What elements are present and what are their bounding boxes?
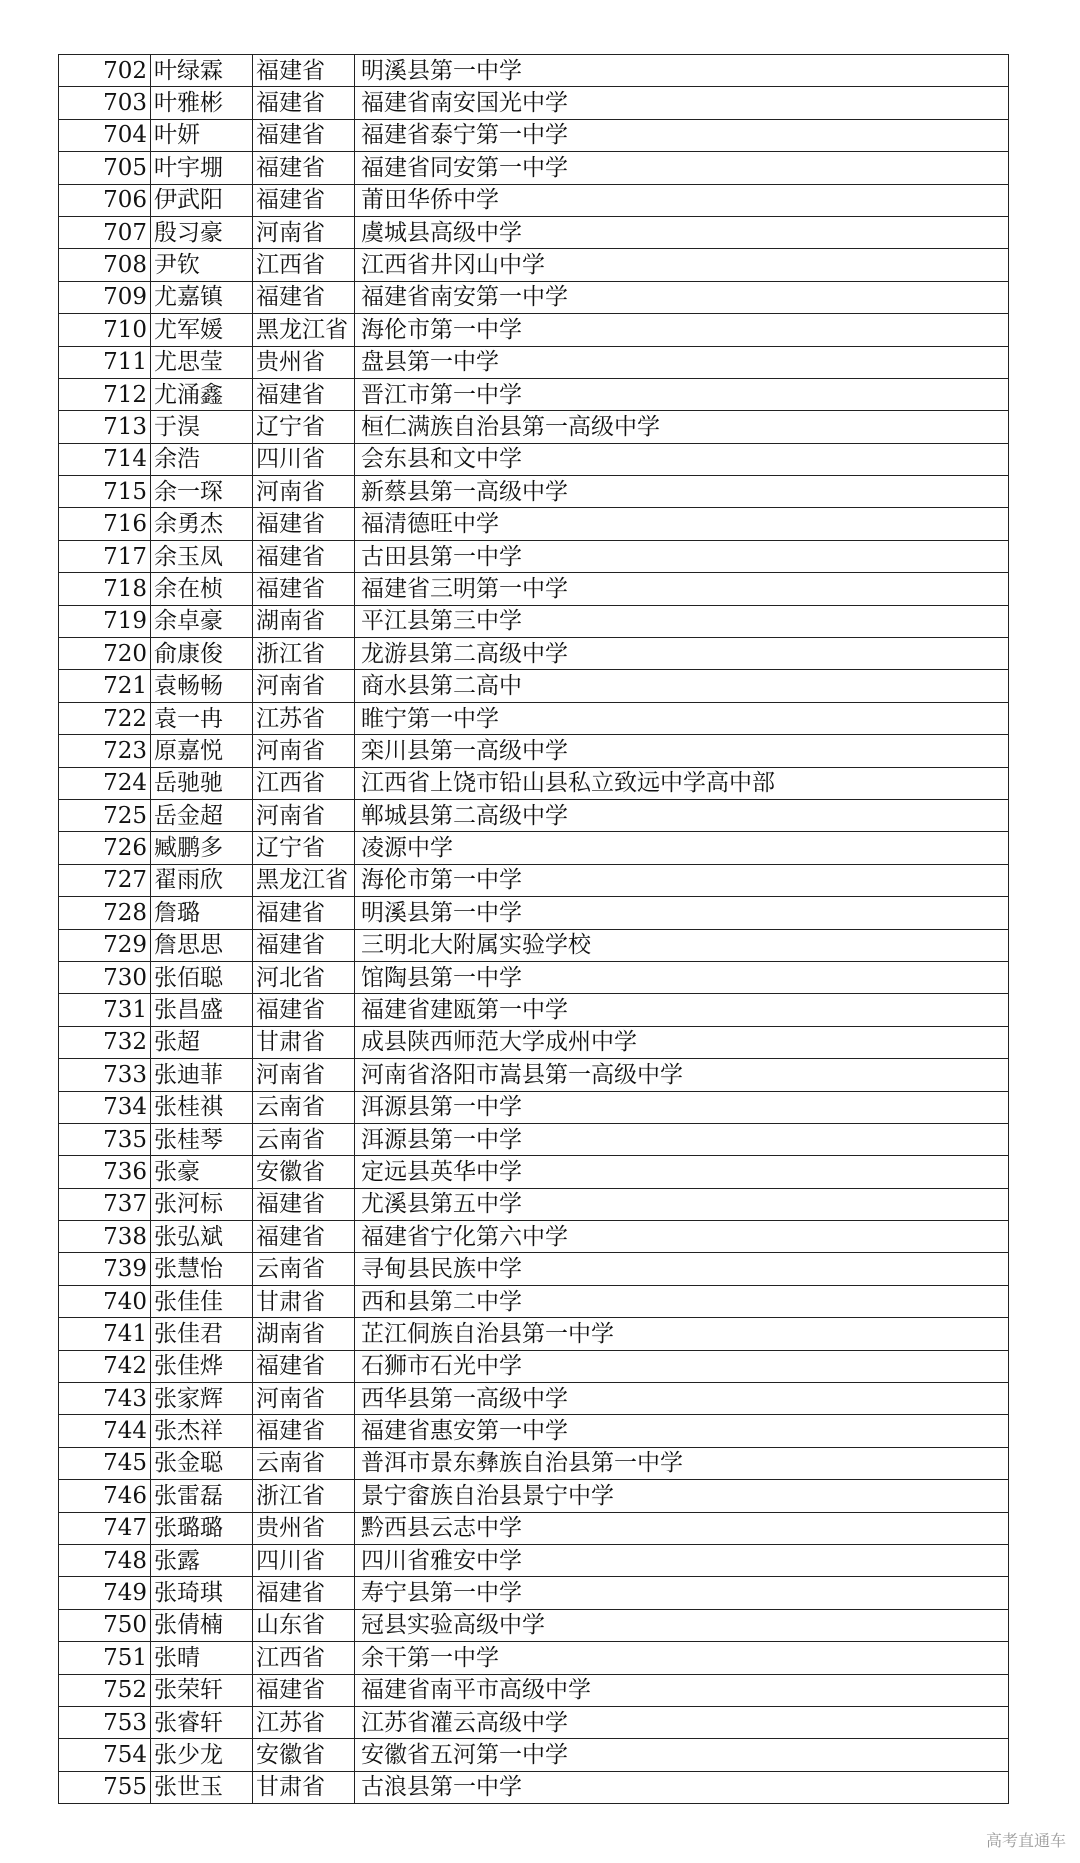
- student-name-cell: 张杰祥: [151, 1415, 253, 1447]
- table-row: [59, 152, 1009, 184]
- table-row: [59, 476, 1009, 508]
- table-row: [59, 1091, 1009, 1123]
- row-number-cell: 735: [59, 1123, 151, 1155]
- school-cell: 西和县第二中学: [355, 1285, 1009, 1317]
- province-cell: 云南省: [253, 1447, 355, 1479]
- province-cell: 辽宁省: [253, 411, 355, 443]
- table-row: [59, 1706, 1009, 1738]
- student-name-cell: 尤嘉镇: [151, 281, 253, 313]
- province-cell: 福建省: [253, 87, 355, 119]
- student-name-cell: 余玉凤: [151, 540, 253, 572]
- school-cell: 平江县第三中学: [355, 605, 1009, 637]
- student-name-cell: 袁一冉: [151, 702, 253, 734]
- province-cell: 福建省: [253, 1577, 355, 1609]
- student-name-cell: 张超: [151, 1026, 253, 1058]
- table-row: [59, 1577, 1009, 1609]
- row-number-cell: 714: [59, 443, 151, 475]
- row-number-cell: 731: [59, 994, 151, 1026]
- student-name-cell: 张桂琴: [151, 1123, 253, 1155]
- province-cell: 四川省: [253, 443, 355, 475]
- province-cell: 浙江省: [253, 1480, 355, 1512]
- row-number-cell: 732: [59, 1026, 151, 1058]
- table-row: [59, 961, 1009, 993]
- province-cell: 福建省: [253, 119, 355, 151]
- student-name-cell: 俞康俊: [151, 638, 253, 670]
- student-name-cell: 张弘斌: [151, 1221, 253, 1253]
- student-name-cell: 袁畅畅: [151, 670, 253, 702]
- province-cell: 福建省: [253, 540, 355, 572]
- student-name-cell: 詹思思: [151, 929, 253, 961]
- student-name-cell: 张佰聪: [151, 961, 253, 993]
- table-row: [59, 1383, 1009, 1415]
- row-number-cell: 721: [59, 670, 151, 702]
- province-cell: 四川省: [253, 1544, 355, 1576]
- row-number-cell: 751: [59, 1642, 151, 1674]
- province-cell: 福建省: [253, 994, 355, 1026]
- table-row: [59, 1156, 1009, 1188]
- table-row: [59, 119, 1009, 151]
- row-number-cell: 746: [59, 1480, 151, 1512]
- row-number-cell: 711: [59, 346, 151, 378]
- province-cell: 山东省: [253, 1609, 355, 1641]
- school-cell: 莆田华侨中学: [355, 184, 1009, 216]
- school-cell: 江西省井冈山中学: [355, 249, 1009, 281]
- student-name-cell: 张金聪: [151, 1447, 253, 1479]
- row-number-cell: 730: [59, 961, 151, 993]
- table-row: [59, 1123, 1009, 1155]
- province-cell: 福建省: [253, 1415, 355, 1447]
- school-cell: 洱源县第一中学: [355, 1123, 1009, 1155]
- province-cell: 江西省: [253, 767, 355, 799]
- school-cell: 余干第一中学: [355, 1642, 1009, 1674]
- province-cell: 福建省: [253, 55, 355, 87]
- province-cell: 河南省: [253, 476, 355, 508]
- province-cell: 江苏省: [253, 1706, 355, 1738]
- table-row: [59, 184, 1009, 216]
- school-cell: 福建省南平市高级中学: [355, 1674, 1009, 1706]
- student-name-cell: 臧鹏多: [151, 832, 253, 864]
- province-cell: 福建省: [253, 152, 355, 184]
- province-cell: 河南省: [253, 735, 355, 767]
- table-row: [59, 1739, 1009, 1771]
- student-name-cell: 余在桢: [151, 573, 253, 605]
- school-cell: 福建省南安第一中学: [355, 281, 1009, 313]
- row-number-cell: 750: [59, 1609, 151, 1641]
- table-row: [59, 1447, 1009, 1479]
- table-row: [59, 346, 1009, 378]
- row-number-cell: 736: [59, 1156, 151, 1188]
- province-cell: 贵州省: [253, 346, 355, 378]
- row-number-cell: 707: [59, 216, 151, 248]
- watermark-text: 高考直通车: [985, 1831, 1066, 1850]
- row-number-cell: 734: [59, 1091, 151, 1123]
- school-cell: 会东县和文中学: [355, 443, 1009, 475]
- province-cell: 福建省: [253, 508, 355, 540]
- row-number-cell: 738: [59, 1221, 151, 1253]
- table-row: [59, 540, 1009, 572]
- row-number-cell: 715: [59, 476, 151, 508]
- row-number-cell: 702: [59, 55, 151, 87]
- row-number-cell: 737: [59, 1188, 151, 1220]
- row-number-cell: 743: [59, 1383, 151, 1415]
- table-row: [59, 1771, 1009, 1803]
- school-cell: 景宁畲族自治县景宁中学: [355, 1480, 1009, 1512]
- student-name-cell: 叶雅彬: [151, 87, 253, 119]
- row-number-cell: 710: [59, 314, 151, 346]
- table-row: [59, 216, 1009, 248]
- table-row: [59, 1285, 1009, 1317]
- school-cell: 福建省惠安第一中学: [355, 1415, 1009, 1447]
- table-row: [59, 1480, 1009, 1512]
- school-cell: 明溪县第一中学: [355, 55, 1009, 87]
- student-name-cell: 余卓豪: [151, 605, 253, 637]
- row-number-cell: 739: [59, 1253, 151, 1285]
- row-number-cell: 741: [59, 1318, 151, 1350]
- student-name-cell: 于淏: [151, 411, 253, 443]
- student-name-cell: 叶妍: [151, 119, 253, 151]
- school-cell: 芷江侗族自治县第一中学: [355, 1318, 1009, 1350]
- table-row: [59, 55, 1009, 87]
- school-cell: 寻甸县民族中学: [355, 1253, 1009, 1285]
- table-row: [59, 929, 1009, 961]
- school-cell: 四川省雅安中学: [355, 1544, 1009, 1576]
- row-number-cell: 723: [59, 735, 151, 767]
- row-number-cell: 729: [59, 929, 151, 961]
- school-cell: 馆陶县第一中学: [355, 961, 1009, 993]
- province-cell: 福建省: [253, 1674, 355, 1706]
- province-cell: 江苏省: [253, 702, 355, 734]
- province-cell: 浙江省: [253, 638, 355, 670]
- row-number-cell: 713: [59, 411, 151, 443]
- province-cell: 福建省: [253, 897, 355, 929]
- table-row: [59, 638, 1009, 670]
- row-number-cell: 722: [59, 702, 151, 734]
- student-name-cell: 张倩楠: [151, 1609, 253, 1641]
- school-cell: 古浪县第一中学: [355, 1771, 1009, 1803]
- province-cell: 福建省: [253, 281, 355, 313]
- province-cell: 河北省: [253, 961, 355, 993]
- province-cell: 贵州省: [253, 1512, 355, 1544]
- province-cell: 云南省: [253, 1253, 355, 1285]
- student-name-cell: 张慧怡: [151, 1253, 253, 1285]
- table-row: [59, 1350, 1009, 1382]
- school-cell: 明溪县第一中学: [355, 897, 1009, 929]
- school-cell: 虞城县高级中学: [355, 216, 1009, 248]
- table-row: [59, 1415, 1009, 1447]
- school-cell: 福建省建瓯第一中学: [355, 994, 1009, 1026]
- table-row: [59, 1512, 1009, 1544]
- table-row: [59, 1544, 1009, 1576]
- student-name-cell: 张桂祺: [151, 1091, 253, 1123]
- school-cell: 洱源县第一中学: [355, 1091, 1009, 1123]
- student-name-cell: 张雷磊: [151, 1480, 253, 1512]
- table-row: [59, 702, 1009, 734]
- student-name-cell: 张迪菲: [151, 1059, 253, 1091]
- school-cell: 安徽省五河第一中学: [355, 1739, 1009, 1771]
- row-number-cell: 749: [59, 1577, 151, 1609]
- province-cell: 福建省: [253, 184, 355, 216]
- province-cell: 河南省: [253, 216, 355, 248]
- province-cell: 河南省: [253, 1383, 355, 1415]
- row-number-cell: 752: [59, 1674, 151, 1706]
- row-number-cell: 718: [59, 573, 151, 605]
- table-row: [59, 605, 1009, 637]
- row-number-cell: 728: [59, 897, 151, 929]
- row-number-cell: 748: [59, 1544, 151, 1576]
- row-number-cell: 717: [59, 540, 151, 572]
- province-cell: 湖南省: [253, 1318, 355, 1350]
- province-cell: 河南省: [253, 670, 355, 702]
- student-name-cell: 张琦琪: [151, 1577, 253, 1609]
- province-cell: 甘肃省: [253, 1771, 355, 1803]
- table-row: [59, 1059, 1009, 1091]
- table-row: [59, 1318, 1009, 1350]
- school-cell: 福清德旺中学: [355, 508, 1009, 540]
- student-name-cell: 殷习豪: [151, 216, 253, 248]
- table-row: [59, 897, 1009, 929]
- student-list-body: [59, 55, 1009, 1804]
- table-row: [59, 864, 1009, 896]
- province-cell: 河南省: [253, 799, 355, 831]
- school-cell: 栾川县第一高级中学: [355, 735, 1009, 767]
- school-cell: 三明北大附属实验学校: [355, 929, 1009, 961]
- student-name-cell: 张晴: [151, 1642, 253, 1674]
- row-number-cell: 740: [59, 1285, 151, 1317]
- row-number-cell: 704: [59, 119, 151, 151]
- school-cell: 河南省洛阳市嵩县第一高级中学: [355, 1059, 1009, 1091]
- row-number-cell: 745: [59, 1447, 151, 1479]
- school-cell: 龙游县第二高级中学: [355, 638, 1009, 670]
- table-row: [59, 443, 1009, 475]
- province-cell: 江西省: [253, 249, 355, 281]
- table-row: [59, 1253, 1009, 1285]
- table-row: [59, 1221, 1009, 1253]
- row-number-cell: 727: [59, 864, 151, 896]
- province-cell: 黑龙江省: [253, 864, 355, 896]
- table-row: [59, 670, 1009, 702]
- row-number-cell: 712: [59, 378, 151, 410]
- province-cell: 云南省: [253, 1123, 355, 1155]
- province-cell: 甘肃省: [253, 1026, 355, 1058]
- school-cell: 江西省上饶市铅山县私立致远中学高中部: [355, 767, 1009, 799]
- province-cell: 福建省: [253, 378, 355, 410]
- student-name-cell: 余一琛: [151, 476, 253, 508]
- table-row: [59, 1674, 1009, 1706]
- row-number-cell: 726: [59, 832, 151, 864]
- table-row: [59, 735, 1009, 767]
- student-name-cell: 翟雨欣: [151, 864, 253, 896]
- row-number-cell: 754: [59, 1739, 151, 1771]
- school-cell: 寿宁县第一中学: [355, 1577, 1009, 1609]
- row-number-cell: 747: [59, 1512, 151, 1544]
- province-cell: 甘肃省: [253, 1285, 355, 1317]
- school-cell: 海伦市第一中学: [355, 314, 1009, 346]
- province-cell: 福建省: [253, 1188, 355, 1220]
- school-cell: 睢宁第一中学: [355, 702, 1009, 734]
- row-number-cell: 705: [59, 152, 151, 184]
- province-cell: 安徽省: [253, 1156, 355, 1188]
- row-number-cell: 733: [59, 1059, 151, 1091]
- table-row: [59, 832, 1009, 864]
- province-cell: 河南省: [253, 1059, 355, 1091]
- school-cell: 定远县英华中学: [355, 1156, 1009, 1188]
- school-cell: 新蔡县第一高级中学: [355, 476, 1009, 508]
- student-name-cell: 岳驰驰: [151, 767, 253, 799]
- student-name-cell: 詹璐: [151, 897, 253, 929]
- row-number-cell: 720: [59, 638, 151, 670]
- table-row: [59, 994, 1009, 1026]
- student-list-table: [58, 54, 1009, 1804]
- province-cell: 湖南省: [253, 605, 355, 637]
- table-row: [59, 1642, 1009, 1674]
- school-cell: 石狮市石光中学: [355, 1350, 1009, 1382]
- student-name-cell: 张少龙: [151, 1739, 253, 1771]
- student-name-cell: 原嘉悦: [151, 735, 253, 767]
- table-row: [59, 378, 1009, 410]
- table-row: [59, 1026, 1009, 1058]
- table-row: [59, 281, 1009, 313]
- student-name-cell: 张佳佳: [151, 1285, 253, 1317]
- school-cell: 商水县第二高中: [355, 670, 1009, 702]
- student-name-cell: 张璐璐: [151, 1512, 253, 1544]
- row-number-cell: 709: [59, 281, 151, 313]
- school-cell: 黔西县云志中学: [355, 1512, 1009, 1544]
- table-row: [59, 411, 1009, 443]
- school-cell: 福建省泰宁第一中学: [355, 119, 1009, 151]
- table-row: [59, 508, 1009, 540]
- school-cell: 郸城县第二高级中学: [355, 799, 1009, 831]
- school-cell: 古田县第一中学: [355, 540, 1009, 572]
- student-name-cell: 张昌盛: [151, 994, 253, 1026]
- row-number-cell: 725: [59, 799, 151, 831]
- table-row: [59, 249, 1009, 281]
- school-cell: 西华县第一高级中学: [355, 1383, 1009, 1415]
- student-name-cell: 张荣轩: [151, 1674, 253, 1706]
- table-row: [59, 1609, 1009, 1641]
- student-name-cell: 张睿轩: [151, 1706, 253, 1738]
- student-name-cell: 张家辉: [151, 1383, 253, 1415]
- student-name-cell: 尤思莹: [151, 346, 253, 378]
- province-cell: 福建省: [253, 1350, 355, 1382]
- row-number-cell: 742: [59, 1350, 151, 1382]
- student-name-cell: 尹钦: [151, 249, 253, 281]
- school-cell: 福建省宁化第六中学: [355, 1221, 1009, 1253]
- school-cell: 凌源中学: [355, 832, 1009, 864]
- student-name-cell: 张世玉: [151, 1771, 253, 1803]
- student-name-cell: 张佳烨: [151, 1350, 253, 1382]
- row-number-cell: 708: [59, 249, 151, 281]
- school-cell: 福建省同安第一中学: [355, 152, 1009, 184]
- row-number-cell: 703: [59, 87, 151, 119]
- table-row: [59, 314, 1009, 346]
- school-cell: 桓仁满族自治县第一高级中学: [355, 411, 1009, 443]
- student-name-cell: 张河标: [151, 1188, 253, 1220]
- province-cell: 福建省: [253, 929, 355, 961]
- row-number-cell: 724: [59, 767, 151, 799]
- student-name-cell: 伊武阳: [151, 184, 253, 216]
- school-cell: 福建省三明第一中学: [355, 573, 1009, 605]
- row-number-cell: 706: [59, 184, 151, 216]
- province-cell: 云南省: [253, 1091, 355, 1123]
- school-cell: 成县陕西师范大学成州中学: [355, 1026, 1009, 1058]
- table-row: [59, 87, 1009, 119]
- student-name-cell: 尤涌鑫: [151, 378, 253, 410]
- school-cell: 盘县第一中学: [355, 346, 1009, 378]
- table-row: [59, 573, 1009, 605]
- province-cell: 黑龙江省: [253, 314, 355, 346]
- student-name-cell: 张佳君: [151, 1318, 253, 1350]
- row-number-cell: 755: [59, 1771, 151, 1803]
- student-name-cell: 岳金超: [151, 799, 253, 831]
- student-name-cell: 尤军媛: [151, 314, 253, 346]
- school-cell: 尤溪县第五中学: [355, 1188, 1009, 1220]
- student-name-cell: 张露: [151, 1544, 253, 1576]
- school-cell: 冠县实验高级中学: [355, 1609, 1009, 1641]
- province-cell: 辽宁省: [253, 832, 355, 864]
- student-name-cell: 余勇杰: [151, 508, 253, 540]
- row-number-cell: 744: [59, 1415, 151, 1447]
- school-cell: 晋江市第一中学: [355, 378, 1009, 410]
- student-name-cell: 叶宇堋: [151, 152, 253, 184]
- table-row: [59, 767, 1009, 799]
- province-cell: 福建省: [253, 573, 355, 605]
- row-number-cell: 716: [59, 508, 151, 540]
- school-cell: 江苏省灌云高级中学: [355, 1706, 1009, 1738]
- table-row: [59, 799, 1009, 831]
- province-cell: 安徽省: [253, 1739, 355, 1771]
- row-number-cell: 753: [59, 1706, 151, 1738]
- school-cell: 普洱市景东彝族自治县第一中学: [355, 1447, 1009, 1479]
- province-cell: 福建省: [253, 1221, 355, 1253]
- province-cell: 江西省: [253, 1642, 355, 1674]
- table-row: [59, 1188, 1009, 1220]
- student-name-cell: 叶绿霖: [151, 55, 253, 87]
- school-cell: 海伦市第一中学: [355, 864, 1009, 896]
- row-number-cell: 719: [59, 605, 151, 637]
- school-cell: 福建省南安国光中学: [355, 87, 1009, 119]
- student-name-cell: 张豪: [151, 1156, 253, 1188]
- student-name-cell: 余浩: [151, 443, 253, 475]
